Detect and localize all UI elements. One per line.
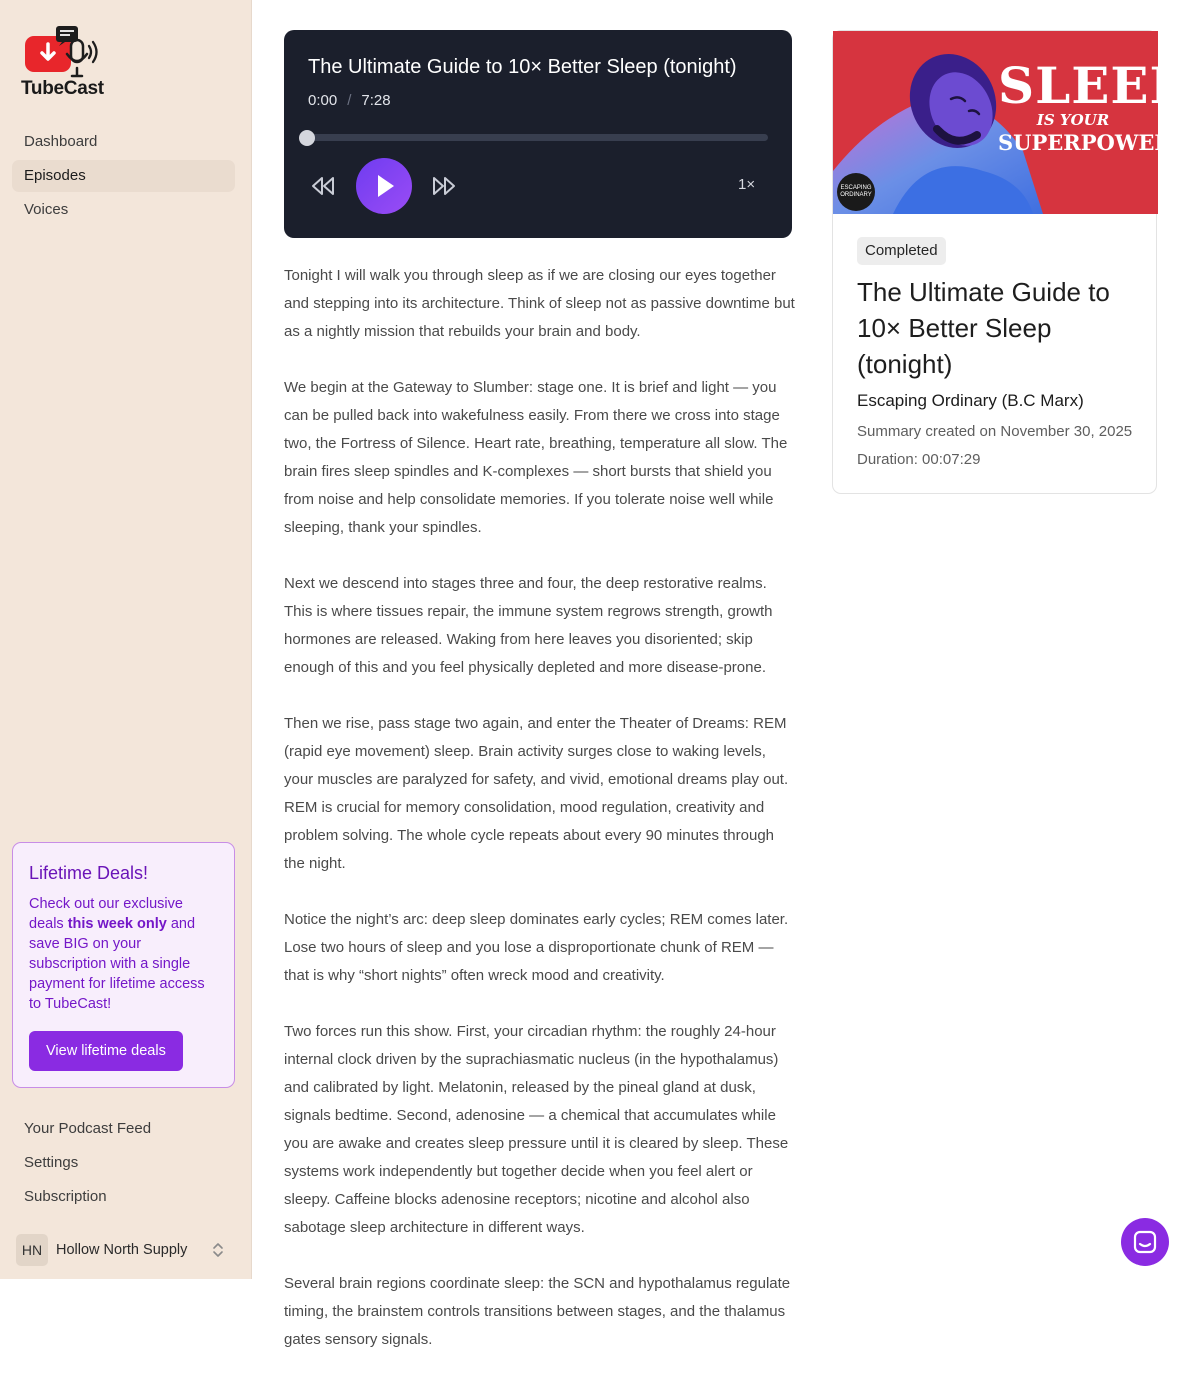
promo-text-start: Check out our exclusive deals [29,896,183,932]
cover-line-1: SLEEP [998,56,1188,115]
promo-text [29,894,218,1014]
time-separator: / [347,92,352,109]
badge-line-1: ESCAPING [840,185,872,191]
lifetime-deals-promo [12,842,235,1088]
player-title: The Ultimate Guide to 10× Better Sleep (tonight) [308,56,737,78]
rewind-icon[interactable] [310,175,336,197]
total-time: 7:28 [361,92,391,109]
view-lifetime-deals-button[interactable]: View lifetime deals [29,1031,183,1071]
playback-speed-button[interactable]: 1× [738,176,756,193]
transcript-paragraph: Two forces run this show. First, your circadian rhythm: the roughly 24-hour internal clock driven by the suprachiasmatic nucleus (in the hypothalamus) and calibrated by light. Melatonin, released by the pineal gland at dusk, signals bedtime. Second, adenosine — a chemical that accumulates while you are awake and creates sleep pressure until it is cleared by sleep. These systems work independently but together decide when you feel alert or sleepy. Caffeine blocks adenosine receptors; nicotine and alcohol also sabotage sleep architecture in different ways. [284,1023,789,1236]
episode-cover-image [833,31,1188,214]
episode-info-card [832,30,1188,494]
summary-date: Summary created on November 30, 2025 [857,423,1133,440]
nav-item-dashboard[interactable]: Dashboard [24,133,98,150]
account-name: Hollow North Supply [56,1242,188,1258]
nav-item-voices[interactable]: Voices [24,201,69,218]
nav-item-episodes[interactable]: Episodes [12,160,235,192]
nav-item-podcast-feed[interactable]: Your Podcast Feed [24,1120,152,1137]
avatar: HN [16,1234,48,1266]
chevron-up-down-icon [212,1242,224,1258]
cover-line-2: IS YOUR [1036,111,1110,129]
episode-transcript [284,262,796,1382]
transcript-paragraph: We begin at the Gateway to Slumber: stage one. It is brief and light — you can be pulled back into wakefulness easily. From there we cross into stage two, the Fortress of Silence. Heart rate, breathing, temperature all slow. The brain fires sleep spindles and K-complexes — short bursts that shield you from noise and help consolidate memories. If you tolerate noise well while sleeping, thank your spindles. [284,379,788,536]
badge-line-2: ORDINARY [840,192,872,198]
play-button[interactable] [356,158,412,214]
promo-text-bold: this week only [67,916,167,932]
transcript-paragraph: Notice the night’s arc: deep sleep dominates early cycles; REM comes later. Lose two hours of sleep and you lose a disproportionate chunk of REM — that is why “short nights” often wreck mood and creativity. [284,911,789,984]
progress-bar[interactable] [308,134,768,141]
transcript-paragraph: Then we rise, pass stage two again, and enter the Theater of Dreams: REM (rapid eye movement) sleep. Brain activity surges close to waking levels, your muscles are paralyzed for safety, and vivid, emotional dreams play out. REM is crucial for memory consolidation, mood regulation, creativity and problem solving. The whole cycle repeats about every 90 minutes through the night. [284,715,789,872]
current-time: 0:00 [308,92,338,109]
episode-duration: Duration: 00:07:29 [857,451,981,468]
progress-handle[interactable] [299,130,315,146]
cover-line-3: SUPERPOWER [998,130,1172,155]
support-chat-button[interactable] [1121,1218,1169,1266]
audio-player [284,30,792,238]
play-icon [356,158,412,214]
secondary-nav [12,1113,235,1215]
channel-badge [837,173,875,211]
promo-text-end: and save BIG on your subscription with a single payment for lifetime access to TubeCast! [29,916,205,1012]
account-switcher[interactable] [16,1234,236,1266]
player-time [308,92,391,109]
episode-title: The Ultimate Guide to 10× Better Sleep (tonight) [857,277,1110,379]
status-badge: Completed [857,237,946,265]
nav-item-settings[interactable]: Settings [24,1154,79,1171]
nav-item-subscription[interactable]: Subscription [24,1188,107,1205]
main-nav [12,126,235,228]
fast-forward-icon[interactable] [431,175,457,197]
transcript-paragraph: Next we descend into stages three and four, the deep restorative realms. This is where tissues repair, the immune system regrows strength, growth hormones are released. Waking from here leaves you disoriented; skip enough of this and you feel physically depleted and more disease-prone. [284,575,773,676]
transcript-paragraph: Several brain regions coordinate sleep: the SCN and hypothalamus regulate timing, the brainstem controls transitions between stages, and the thalamus gates sensory signals. [284,1275,791,1348]
promo-title: Lifetime Deals! [29,863,149,883]
transcript-paragraph: Tonight I will walk you through sleep as if we are closing our eyes together and stepping into its architecture. Think of sleep not as passive downtime but as a nightly mission that rebuilds your brain and body. [284,267,795,340]
episode-author: Escaping Ordinary (B.C Marx) [857,391,1084,410]
app-name: TubeCast [21,78,104,99]
chat-icon [1132,1229,1158,1255]
cover-text [998,56,1188,155]
sidebar [0,0,252,1279]
